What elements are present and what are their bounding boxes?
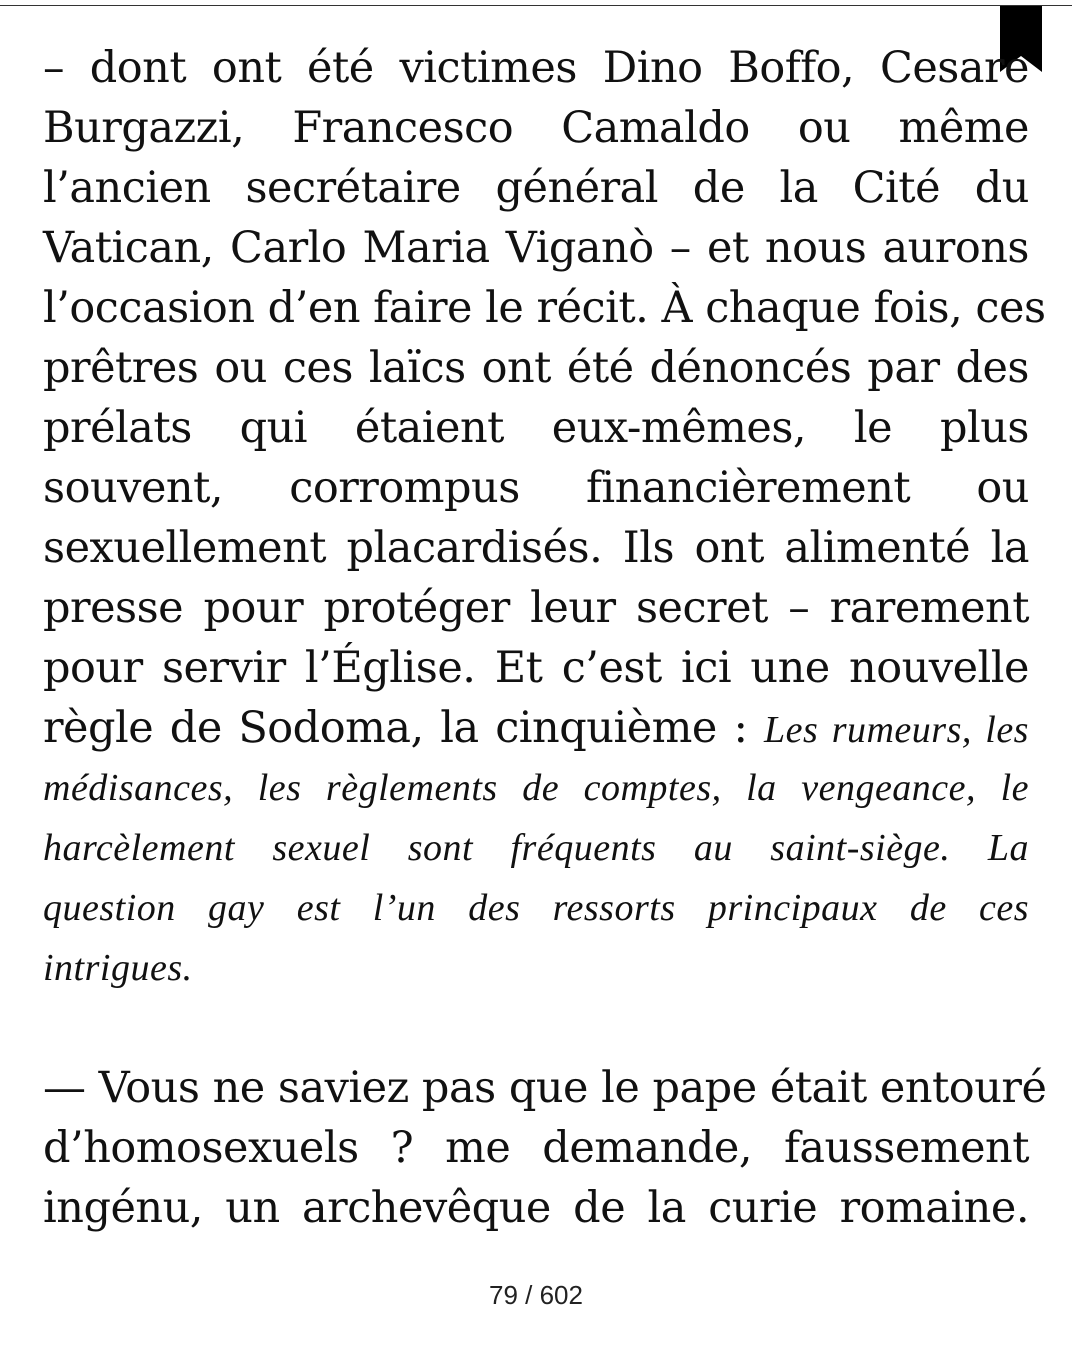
text-line: prélats qui étaient eux-mêmes, le plus: [43, 403, 1029, 453]
rule-intro: règle de Sodoma, la cinquième :: [43, 703, 764, 753]
text-line: l’ancien secrétaire général de la Cité du: [43, 163, 1029, 213]
rule-quote-start: Les rumeurs, les: [764, 709, 1029, 751]
paragraph: [43, 38, 1046, 998]
text-line: — Vous ne saviez pas que le pape était entouré: [43, 1063, 1047, 1113]
rule-quote-line: médisances, les règlements de comptes, la vengeance, le: [43, 767, 1029, 809]
text-line: Burgazzi, Francesco Camaldo ou même: [43, 103, 1029, 153]
text-line: sexuellement placardisés. Ils ont alimenté la: [43, 523, 1029, 573]
rule-quote-line: harcèlement sexuel sont fréquents au saint-siège. La: [43, 827, 1029, 869]
page-indicator: 79 / 602: [489, 1280, 583, 1310]
text-line: Vatican, Carlo Maria Viganò – et nous aurons: [43, 223, 1029, 273]
reader-page: [43, 38, 1047, 1238]
text-line: prêtres ou ces laïcs ont été dénoncés par des: [43, 343, 1029, 393]
text-line: l’occasion d’en faire le récit. À chaque fois, ces: [43, 283, 1046, 333]
paragraph-gap: [43, 998, 1029, 1058]
paragraph: [43, 1058, 1047, 1238]
text-line: – dont ont été victimes Dino Boffo, Cesare: [43, 43, 1029, 93]
rule-quote-line: intrigues.: [43, 947, 193, 989]
text-line: souvent, corrompus financièrement ou: [43, 463, 1029, 513]
text-line: ingénu, un archevêque de la curie romaine.: [43, 1183, 1029, 1233]
text-line: presse pour protéger leur secret – rarement: [43, 583, 1029, 633]
text-line: pour servir l’Église. Et c’est ici une nouvelle: [43, 643, 1029, 693]
top-divider: [0, 5, 1072, 6]
text-line: d’homosexuels ? me demande, faussement: [43, 1123, 1029, 1173]
text-line-mixed: [43, 698, 1029, 758]
rule-quote-line: question gay est l’un des ressorts principaux de ces: [43, 887, 1029, 929]
